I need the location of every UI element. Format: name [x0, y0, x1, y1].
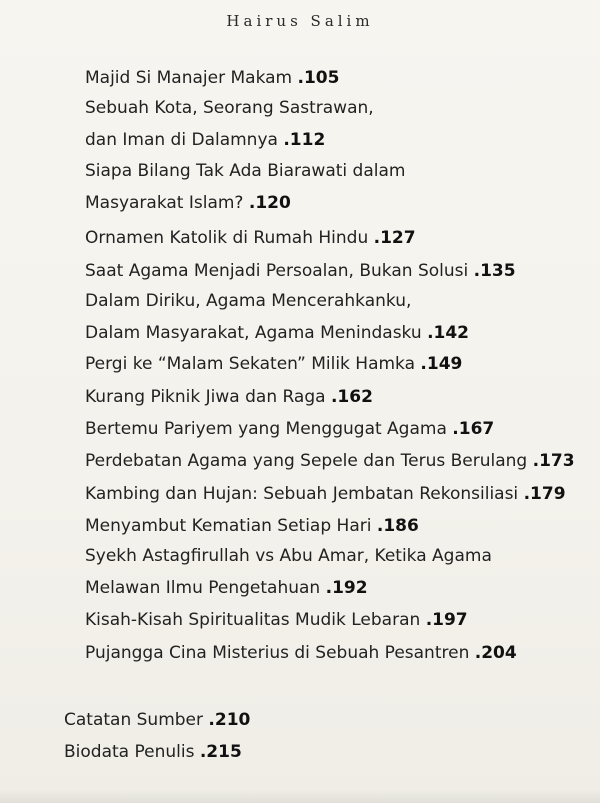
toc-entry-title: Siapa Bilang Tak Ada Biarawati dalam [85, 161, 406, 181]
toc-entry-title: Pujangga Cina Misterius di Sebuah Pesantren [85, 643, 475, 663]
toc-entry-page: .142 [427, 323, 470, 343]
toc-entry-title: Kambing dan Hujan: Sebuah Jembatan Rekonsiliasi [85, 484, 524, 504]
toc-entry [85, 418, 494, 440]
toc-entry [85, 450, 575, 472]
toc-entry [85, 227, 416, 249]
toc-entry-page: .173 [532, 451, 575, 471]
toc-entry-title: Pergi ke “Malam Sekaten” Milik Hamka [85, 354, 421, 374]
toc-entry [85, 160, 405, 182]
back-matter-page: .210 [208, 710, 251, 730]
toc-entry-title: Menyambut Kematian Setiap Hari [85, 516, 377, 536]
toc-entry-page: .112 [283, 130, 326, 150]
toc-entry-title: dan Iman di Dalamnya [85, 130, 284, 150]
toc-entry-title: Melawan Ilmu Pengetahuan [85, 578, 326, 598]
toc-entry [85, 545, 492, 567]
back-matter-entry [64, 709, 250, 731]
toc-entry-page: .105 [297, 68, 340, 88]
back-matter-page: .215 [199, 742, 242, 762]
toc-entry-title: Saat Agama Menjadi Persoalan, Bukan Solusi [85, 261, 474, 281]
toc-entry-page: .167 [452, 419, 495, 439]
toc-entry-page: .179 [523, 484, 566, 504]
toc-entry [85, 260, 516, 282]
back-matter-entry [64, 741, 242, 763]
toc-entry-title: Syekh Astagfirullah vs Abu Amar, Ketika Agama [85, 546, 492, 566]
toc-entry-page: .135 [473, 261, 516, 281]
back-matter-title: Catatan Sumber [64, 710, 209, 730]
toc-entry [85, 353, 462, 375]
toc-entry-title: Perdebatan Agama yang Sepele dan Terus Berulang [85, 451, 533, 471]
scan-shadow [0, 789, 600, 803]
toc-entry-title: Masyarakat Islam? [85, 193, 249, 213]
toc-entry-title: Majid Si Manajer Makam [85, 68, 298, 88]
running-head: Hairus Salim [226, 12, 374, 30]
toc-entry [85, 483, 566, 505]
toc-entry [85, 515, 419, 537]
toc-entry-page: .127 [373, 228, 416, 248]
toc-entry-page: .149 [420, 354, 463, 374]
toc-entry [85, 577, 368, 599]
toc-entry-title: Kisah-Kisah Spiritualitas Mudik Lebaran [85, 610, 426, 630]
toc-entry [85, 322, 469, 344]
toc-entry [85, 97, 374, 119]
toc-entry [85, 386, 373, 408]
toc-entry [85, 192, 291, 214]
toc-entry-page: .204 [474, 643, 517, 663]
toc-entry-title: Sebuah Kota, Seorang Sastrawan, [85, 98, 374, 118]
toc-entry [85, 290, 411, 312]
toc-entry-page: .120 [248, 193, 291, 213]
toc-entry-title: Dalam Masyarakat, Agama Menindasku [85, 323, 428, 343]
toc-entry [85, 67, 339, 89]
toc-entry-title: Ornamen Katolik di Rumah Hindu [85, 228, 374, 248]
toc-entry-page: .192 [325, 578, 368, 598]
toc-entry [85, 642, 517, 664]
toc-entry-title: Bertemu Pariyem yang Menggugat Agama [85, 419, 453, 439]
toc-entry [85, 129, 325, 151]
toc-entry-page: .186 [376, 516, 419, 536]
toc-entry-page: .162 [330, 387, 373, 407]
toc-entry [85, 609, 468, 631]
back-matter-title: Biodata Penulis [64, 742, 200, 762]
toc-entry-title: Dalam Diriku, Agama Mencerahkanku, [85, 291, 412, 311]
toc-entry-title: Kurang Piknik Jiwa dan Raga [85, 387, 331, 407]
toc-entry-page: .197 [425, 610, 468, 630]
